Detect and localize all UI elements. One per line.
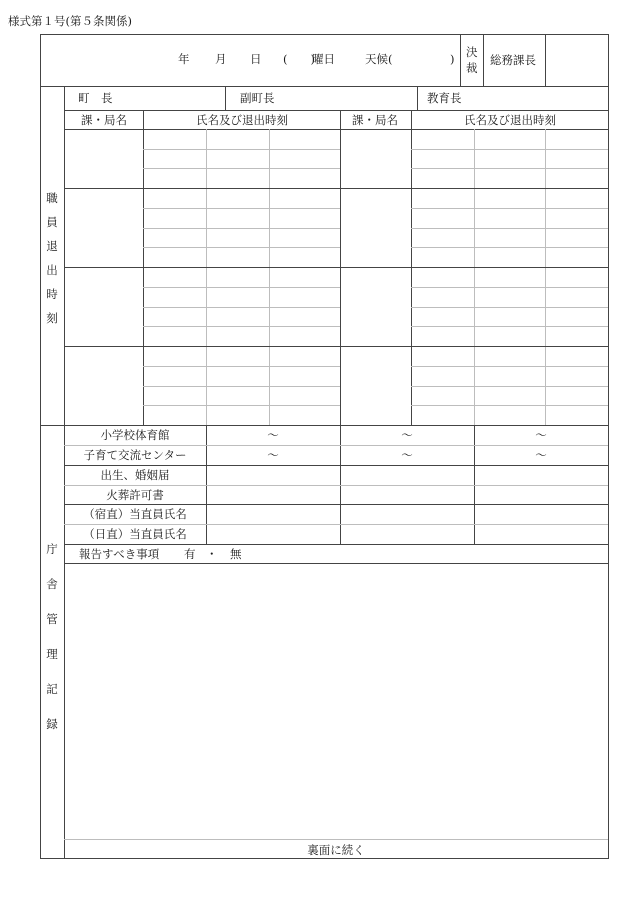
facility-row-label: （日直）当直員氏名 [83, 527, 187, 541]
mayor-label: 町 長 [78, 91, 113, 105]
time-range-cell: 〜 [535, 448, 547, 462]
dept-column-header: 課・局名 [81, 113, 127, 127]
report-yes-option: 有 [184, 547, 196, 561]
time-range-cell: 〜 [267, 428, 279, 442]
education-chief-label: 教育長 [427, 91, 462, 105]
right-border [608, 34, 609, 858]
facility-row-label: 火葬許可書 [106, 488, 164, 502]
weekday-label: 曜日 [312, 52, 335, 66]
name-time-column-header-2: 氏名及び退出時刻 [464, 113, 556, 127]
weekday-paren: ( ) [283, 52, 315, 66]
day-label: 日 [250, 52, 262, 66]
date-weather-row [40, 54, 460, 68]
report-notes-area[interactable] [65, 564, 608, 839]
form-number-label: 様式第１号(第５条関係) [8, 14, 132, 28]
attendance-side-label: 職 員 退 出 時 刻 [46, 191, 58, 325]
continue-note: 裏面に続く [307, 843, 365, 857]
time-range-cell: 〜 [267, 448, 279, 462]
facility-row-label: 子育て交流センター [83, 448, 187, 462]
report-items-label: 報告すべき事項 [79, 547, 160, 561]
time-range-cell: 〜 [401, 448, 413, 462]
time-range-cell: 〜 [401, 428, 413, 442]
name-time-column-header: 氏名及び退出時刻 [196, 113, 288, 127]
kessai-label-2: 裁 [466, 61, 478, 75]
facility-row-label: （宿直）当直員氏名 [83, 507, 187, 521]
deputy-mayor-label: 副町長 [240, 91, 275, 105]
facility-row-label: 出生、婚姻届 [100, 468, 170, 482]
approver-label: 総務課長 [490, 53, 536, 67]
bottom-border [40, 858, 609, 859]
time-range-cell: 〜 [535, 428, 547, 442]
facility-row-label: 小学校体育館 [100, 428, 170, 442]
left-border [40, 34, 41, 858]
dept-column-header-2: 課・局名 [352, 113, 398, 127]
top-border [40, 34, 609, 35]
weather-close: ) [450, 52, 455, 66]
year-label: 年 [178, 52, 190, 66]
facility-side-label: 庁 舎 管 理 記 録 [46, 542, 58, 731]
kessai-label-1: 決 [466, 45, 478, 59]
header-bottom-border [40, 86, 609, 87]
report-no-option: 無 [230, 547, 242, 561]
month-label: 月 [215, 52, 227, 66]
report-separator: ・ [206, 547, 218, 561]
weather-label: 天候( [365, 52, 393, 66]
